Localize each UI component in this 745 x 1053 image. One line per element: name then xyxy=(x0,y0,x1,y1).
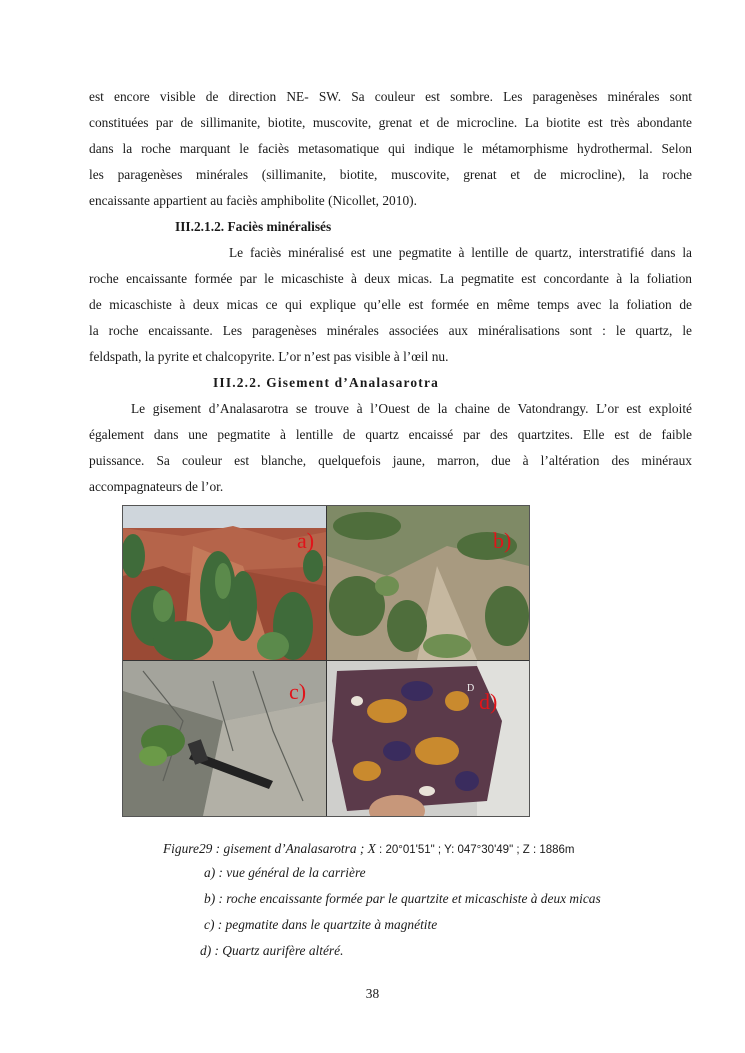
text-line: roche encaissante formée par le micaschiste à deux micas. La pegmatite est concordante à la foliation xyxy=(89,271,692,286)
figure-mark-d: D xyxy=(467,683,475,694)
figure-photo-grid xyxy=(122,505,530,817)
text-line: Le gisement d’Analasarotra se trouve à l’Ouest de la chaine de Vatondrangy. L’or est exploité xyxy=(131,401,692,416)
quarry-image xyxy=(123,506,326,660)
caption-item-c: c) : pegmatite dans le quartzite à magnétite xyxy=(204,917,438,932)
figure-caption xyxy=(163,840,575,859)
text-line: est encore visible de direction NE- SW. Sa couleur est sombre. Les paragenèses minérales sont xyxy=(89,89,692,104)
figure-label-d: d) xyxy=(479,689,498,714)
text-line: Le faciès minéralisé est une pegmatite à lentille de quartz, interstratifié dans la xyxy=(229,245,692,260)
text-line: accompagnateurs de l’or. xyxy=(89,479,224,494)
quartz-sample-image xyxy=(327,661,529,816)
text-line: également dans une pegmatite à lentille de quartz encaissé par des quartzites. Elle est de faible xyxy=(89,427,692,442)
text-line: feldspath, la pyrite et chalcopyrite. L’or n’est pas visible à l’œil nu. xyxy=(89,349,449,364)
paragraph-mineralized-facies xyxy=(89,240,692,370)
section-heading-mineralized-facies: III.2.1.2. Faciès minéralisés xyxy=(175,219,332,234)
paragraph-analasarotra xyxy=(89,396,692,500)
page-number: 38 xyxy=(365,986,380,1001)
text-line: la roche encaissante. Les paragenèses minérales associées aux minéralisations sont : le quartz, le xyxy=(89,323,692,338)
caption-item-d: d) : Quartz aurifère altéré. xyxy=(200,943,344,958)
photo-pegmatite xyxy=(123,661,326,816)
caption-title: Figure29 : gisement d’Analasarotra ; X xyxy=(163,841,376,856)
figure-label-c: c) xyxy=(289,679,307,704)
text-line: dans la roche marquant le faciès metasomatique qui indique le métamorphisme hydrothermal. Selon xyxy=(89,141,692,156)
caption-coordinates: : 20°01'51" ; Y: 047°30'49" ; Z : 1886m xyxy=(375,844,575,856)
caption-item-b: b) : roche encaissante formée par le quartzite et micaschiste à deux micas xyxy=(204,891,601,906)
text-line: de micaschiste à deux micas ce qui explique qu’elle est formée en même temps avec la foliation de xyxy=(89,297,692,312)
text-line: encaissante appartient au faciès amphibolite (Nicollet, 2010). xyxy=(89,193,417,208)
paragraph-host-rock xyxy=(89,84,692,214)
figure-label-b: b) xyxy=(493,528,512,553)
text-line: constituées par de sillimanite, biotite, muscovite, grenat et de microcline. La biotite est très abondante xyxy=(89,115,692,130)
text-line: les paragenèses minérales (sillimanite, biotite, muscovite, grenat et de microcline), la roche xyxy=(89,167,692,182)
caption-item-a: a) : vue général de la carrière xyxy=(204,865,366,880)
photo-host-rock xyxy=(327,506,529,660)
figure-label-a: a) xyxy=(297,528,315,553)
section-heading-analasarotra: III.2.2. Gisement d’Analasarotra xyxy=(213,375,439,390)
photo-auriferous-quartz xyxy=(327,661,529,816)
photo-quarry xyxy=(123,506,326,660)
text-line: puissance. Sa couleur est blanche, quelquefois jaune, marron, due à l’altération des minéraux xyxy=(89,453,692,468)
